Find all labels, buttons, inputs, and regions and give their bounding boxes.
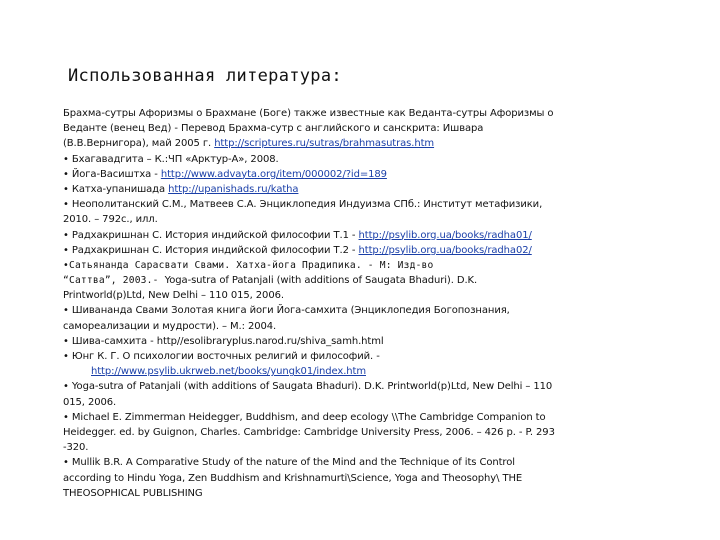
reference-line [63,228,663,243]
reference-line [63,334,663,349]
reference-text: •Сатьянанда Сарасвати Свами. Хатха-йога Прадипика. - М: Изд-во [63,259,434,271]
reference-text: • Yoga-sutra of Patanjali (with additions of Saugata Bhaduri). D.K. Printworld(p)Ltd, New Delhi – 110 [63,381,553,393]
reference-text: • Шива-самхита - http//esolibraryplus.narod.ru/shiva_samh.html [63,335,384,347]
reference-line [63,136,663,151]
reference-text: according to Hindu Yoga, Zen Buddhism and Krishnamurti\Science, Yoga and Theosophy\ THE [63,472,523,484]
reference-link[interactable]: http://www.advayta.org/item/000002/?id=189 [160,168,387,180]
reference-line [63,471,663,486]
reference-text: • Радхакришнан С. История индийской философии Т.2 - [63,244,359,256]
reference-line [63,440,663,455]
reference-line [63,167,663,182]
reference-text: • Шивананда Свами Золотая книга йоги Йога-самхита (Энциклопедия Богопознания, [63,305,510,317]
reference-line [63,303,663,318]
reference-text: Printworld(p)Ltd, New Delhi – 110 015, 2006. [63,290,284,302]
reference-list [63,106,663,501]
reference-text: 2010. – 792с., илл. [63,214,158,226]
reference-text: THEOSOPHICAL PUBLISHING [63,487,203,499]
reference-text: Веданте (венец Вед) - Перевод Брахма-сутр с английского и санскрита: Ишвара [63,123,484,135]
reference-link[interactable]: http://psylib.org.ua/books/radha01/ [358,229,532,241]
reference-line [63,319,663,334]
reference-link[interactable]: http://scriptures.ru/sutras/brahmasutras.htm [214,138,435,150]
reference-text: • Бхагавадгита – К.:ЧП «Арктур-А», 2008. [63,153,279,165]
reference-text: Yoga-sutra of Patanjali (with additions of Saugata Bhaduri). D.K. [164,275,478,287]
reference-text: • Радхакришнан С. История индийской философии Т.1 - [63,229,359,241]
reference-text: • Mullik B.R. A Comparative Study of the nature of the Mind and the Technique of its Control [63,457,515,469]
reference-text: • Йога-Васиштха - [63,168,161,180]
reference-link[interactable]: http://www.psylib.ukrweb.net/books/yungk01/index.htm [91,366,366,378]
reference-line [63,152,663,167]
reference-line [63,182,663,197]
reference-line [63,395,663,410]
page-title: Использованная литература: [68,66,342,86]
reference-text: 015, 2006. [63,396,117,408]
reference-line [63,243,663,258]
reference-line [63,258,663,273]
reference-line [63,486,663,501]
reference-text: • Юнг К. Г. О психологии восточных религий и философий. - [63,351,380,362]
reference-line [63,364,663,379]
reference-line [63,410,663,425]
reference-line [63,288,663,303]
reference-text: • Неополитанский С.М., Матвеев С.А. Энциклопедия Индуизма СПб.: Институт метафизики, [63,199,543,211]
reference-line [63,273,663,288]
reference-line [63,106,663,121]
reference-link[interactable]: http://psylib.org.ua/books/radha02/ [358,244,532,256]
reference-text: самореализации и мудрости). – М.: 2004. [63,320,277,332]
reference-line [63,379,663,394]
reference-line [63,349,663,364]
reference-line [63,425,663,440]
reference-text: “Саттва”, 2003.- [63,275,165,287]
reference-link[interactable]: http://upanishads.ru/katha [168,183,299,195]
reference-line [63,197,663,212]
reference-line [63,121,663,136]
reference-text: -320. [63,442,89,454]
reference-text: (В.В.Вернигора), май 2005 г. [63,138,215,150]
reference-line [63,212,663,227]
reference-text: Heidegger. ed. by Guignon, Charles. Cambridge: Cambridge University Press, 2006. – 426 p. - P. 293 [63,426,555,438]
reference-text: • Michael E. Zimmerman Heidegger, Buddhism, and deep ecology \\The Cambridge Companion to [63,411,546,423]
reference-line [63,455,663,470]
reference-text: • Катха-упанишада [63,183,169,195]
reference-text: Брахма-сутры Афоризмы о Брахмане (Боге) также известные как Веданта-сутры Афоризмы о [63,108,554,119]
